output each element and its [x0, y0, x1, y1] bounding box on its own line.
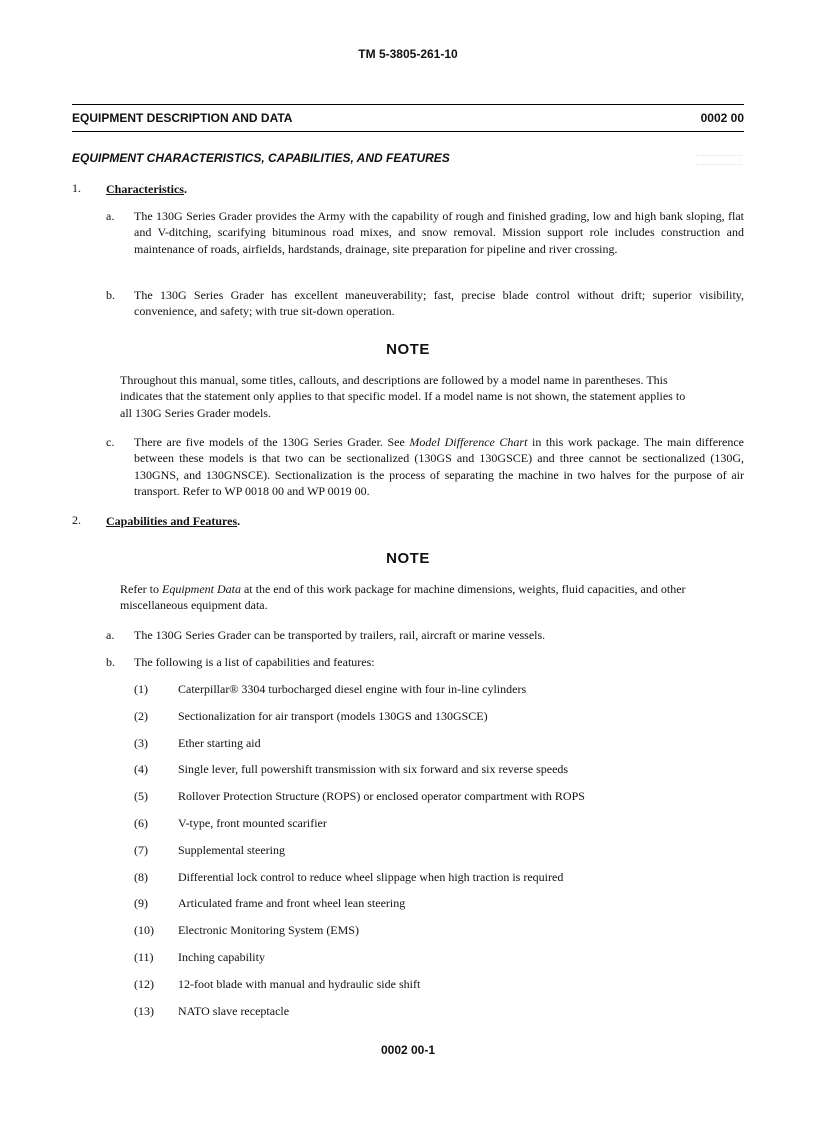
- feature-number: (8): [134, 870, 148, 884]
- section-1-punct: .: [183, 182, 187, 196]
- section-title-bar: [72, 104, 744, 132]
- feature-number: (2): [134, 709, 148, 723]
- section-1-title: Characteristics: [106, 182, 184, 196]
- note-2-title: NOTE: [386, 550, 430, 567]
- feature-text: Rollover Protection Structure (ROPS) or enclosed operator compartment with ROPS: [178, 789, 585, 803]
- feature-text: Caterpillar® 3304 turbocharged diesel engine with four in-line cylinders: [178, 682, 527, 696]
- note-2-text: [120, 581, 700, 614]
- feature-number: (10): [134, 923, 154, 937]
- feature-text: Single lever, full powershift transmission with six forward and six reverse speeds: [178, 762, 569, 776]
- para-1a-text: The 130G Series Grader provides the Army with the capability of rough and finished grading, low and high bank sloping, flat and V-ditching, scarifying bituminous road mixes, and snow removal. Mission support role includes construction and maintenance of roads, airfields, hardstands, drainage, site preparation for pipeline and river crossing.: [134, 209, 744, 256]
- section-2-title: Capabilities and Features: [106, 514, 238, 528]
- para-2a-text: The 130G Series Grader can be transported by trailers, rail, aircraft or marine vessels.: [134, 628, 546, 642]
- para-2a-label: a.: [106, 628, 115, 642]
- page-subtitle: EQUIPMENT CHARACTERISTICS, CAPABILITIES, AND FEATURES: [72, 151, 450, 165]
- equipment-data-ref: Equipment Data: [161, 582, 241, 596]
- note-2-text-end: at the end of this work package for machine dimensions, weights, fluid capacities, and other miscellaneous equipment data.: [120, 582, 686, 613]
- section-1-heading: [106, 181, 187, 197]
- feature-number: (4): [134, 762, 148, 776]
- model-difference-chart-ref: Model Difference Chart: [409, 435, 528, 449]
- feature-number: (9): [134, 896, 148, 910]
- faint-mark: [696, 155, 742, 165]
- feature-text: Inching capability: [178, 950, 265, 964]
- section-2-number: 2.: [72, 513, 81, 527]
- feature-number: (1): [134, 682, 148, 696]
- para-1a-label: a.: [106, 209, 115, 223]
- section-1-number: 1.: [72, 181, 81, 195]
- para-1c-text-start: There are five models of the 130G Series Grader. See: [134, 435, 410, 449]
- para-1b-text: The 130G Series Grader has excellent maneuverability; fast, precise blade control without drift; superior visibility, convenience, and safety; with true sit-down operation.: [134, 288, 744, 319]
- para-1c-label: c.: [106, 435, 115, 449]
- feature-text: 12-foot blade with manual and hydraulic side shift: [178, 977, 421, 991]
- feature-text: Electronic Monitoring System (EMS): [178, 923, 359, 937]
- work-package-number: 0002 00: [700, 111, 744, 125]
- para-1b-label: b.: [106, 288, 115, 302]
- feature-number: (3): [134, 736, 148, 750]
- section-2-punct: .: [237, 514, 241, 528]
- tm-number: TM 5-3805-261-10: [358, 47, 458, 61]
- section-title: EQUIPMENT DESCRIPTION AND DATA: [72, 111, 293, 125]
- feature-text: Supplemental steering: [178, 843, 285, 857]
- feature-number: (7): [134, 843, 148, 857]
- feature-text: Ether starting aid: [178, 736, 261, 750]
- para-1c-text-end: in this work package. The main difference between these models is that two can be sectionalized (130GS and 130GSCE) and three cannot be sectionalized (130G, 130GNS, and 130GNSCE). Sectionalization is the process of separating the machine in two halves for the purpose of air transport. Refer to WP 0018 00 and WP 0019 00.: [134, 435, 744, 498]
- para-2b-label: b.: [106, 655, 115, 669]
- feature-number: (6): [134, 816, 148, 830]
- note-1-text: Throughout this manual, some titles, callouts, and descriptions are followed by a model name in parentheses. This indicates that the statement only applies to that specific model. If a model name is not shown, the statement applies to all 130G Series Grader models.: [120, 373, 686, 420]
- feature-number: (13): [134, 1004, 154, 1018]
- para-2b-text: The following is a list of capabilities and features:: [134, 655, 375, 669]
- page-number: 0002 00-1: [380, 1043, 436, 1057]
- feature-number: (12): [134, 977, 154, 991]
- note-1-title: NOTE: [386, 341, 430, 358]
- para-1c-text: [134, 434, 744, 499]
- feature-text: V-type, front mounted scarifier: [178, 816, 327, 830]
- feature-number: (11): [134, 950, 154, 964]
- feature-number: (5): [134, 789, 148, 803]
- feature-text: Articulated frame and front wheel lean steering: [178, 896, 406, 910]
- feature-text: NATO slave receptacle: [178, 1004, 290, 1018]
- section-2-heading: [106, 513, 240, 529]
- feature-text: Sectionalization for air transport (models 130GS and 130GSCE): [178, 709, 488, 723]
- feature-text: Differential lock control to reduce wheel slippage when high traction is required: [178, 870, 564, 884]
- note-2-text-start: Refer to: [120, 582, 162, 596]
